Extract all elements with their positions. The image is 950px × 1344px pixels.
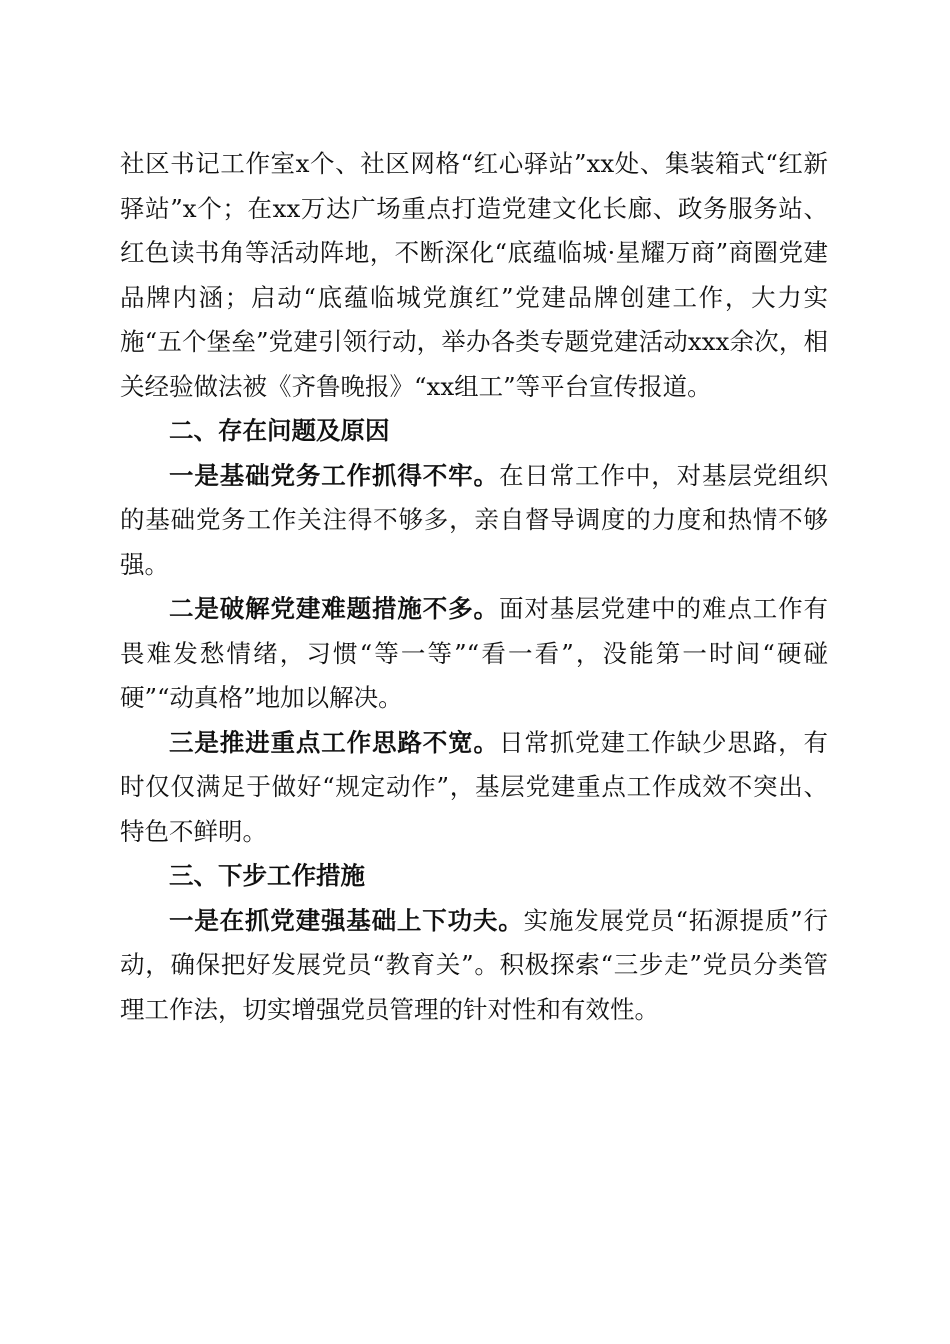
measure-paragraph-1 [120,899,828,1033]
problem-paragraph-3 [120,721,828,855]
document-body [120,142,828,1032]
measure-body-1: 实施发展党员“拓源提质”行动，确保把好发展党员“教育关”。积极探索“三步走”党员分类管理工作法，切实增强党员管理的针对性和有效性。 [120,905,828,1024]
problem-lead-1: 一是基础党务工作抓得不牢。 [169,460,499,490]
section-heading-problems: 二、存在问题及原因 [169,416,390,445]
intro-paragraph: 社区书记工作室x个、社区网格“红心驿站”xx处、集装箱式“红新驿站”x个；在xx万达广场重点打造党建文化长廊、政务服务站、红色读书角等活动阵地，不断深化“底蕴临城·星耀万商”商圈党建品牌内涵；启动“底蕴临城党旗红”党建品牌创建工作，大力实施“五个堡垒”党建引领行动，举办各类专题党建活动xxx余次，相关经验做法被《齐鲁晚报》“xx组工”等平台宣传报道。 [120,149,828,401]
section-heading-measures: 三、下步工作措施 [169,861,365,890]
problem-body-3: 日常抓党建工作缺少思路，有时仅仅满足于做好“规定动作”，基层党建重点工作成效不突出、特色不鲜明。 [120,727,829,846]
problem-lead-2: 二是破解党建难题措施不多。 [169,594,499,623]
problem-paragraph-2 [120,587,828,721]
problem-body-2: 面对基层党建中的难点工作有畏难发愁情绪，习惯“等一等”“看一看”，没能第一时间“硬碰硬”“动真格”地加以解决。 [120,594,829,712]
problem-paragraph-1 [120,454,828,588]
problem-body-1: 在日常工作中，对基层党组织的基础党务工作关注得不够多，亲自督导调度的力度和热情不够强。 [120,460,829,579]
measure-lead-1: 一是在抓党建强基础上下功夫。 [169,905,524,935]
problem-lead-3: 三是推进重点工作思路不宽。 [169,727,499,757]
